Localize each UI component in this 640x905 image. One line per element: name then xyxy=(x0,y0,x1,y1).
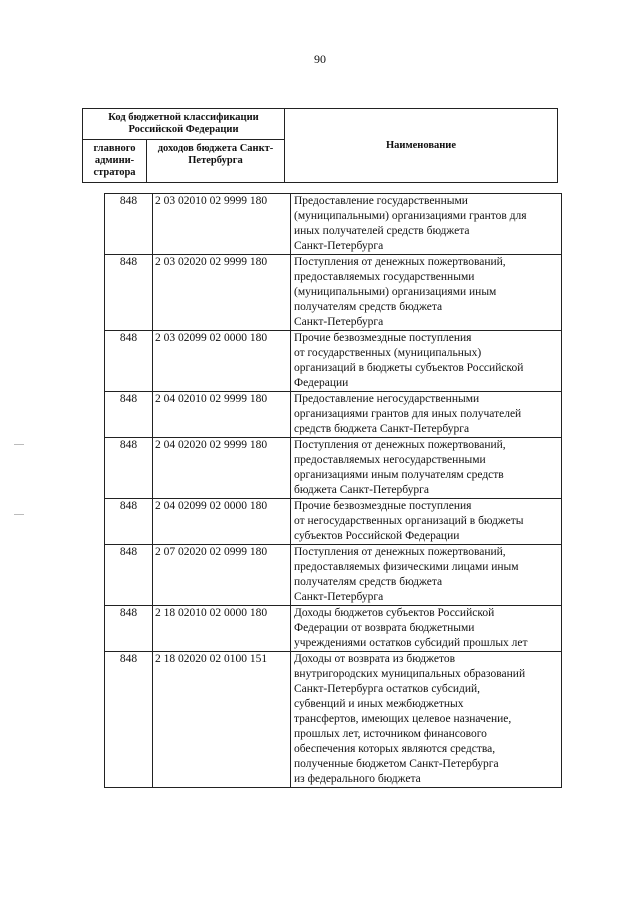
income-code-cell: 2 03 02010 02 9999 180 xyxy=(153,194,291,255)
header-admin: главного админи-стратора xyxy=(83,140,147,183)
name-line: прошлых лет, источником финансового xyxy=(294,728,487,740)
table-row xyxy=(105,255,562,331)
name-line: Предоставление государственными xyxy=(294,195,468,207)
name-line: бюджета Санкт-Петербурга xyxy=(294,484,429,496)
name-line: полученные бюджетом Санкт-Петербурга xyxy=(294,758,499,770)
name-line: (муниципальными) организациями иным xyxy=(294,286,497,298)
name-cell xyxy=(291,255,562,331)
name-cell xyxy=(291,545,562,606)
name-cell xyxy=(291,652,562,788)
income-code-cell: 2 18 02020 02 0100 151 xyxy=(153,652,291,788)
name-line: Федерации xyxy=(294,377,349,389)
name-cell xyxy=(291,194,562,255)
name-line: учреждениями остатков субсидий прошлых лет xyxy=(294,637,528,649)
income-code-cell: 2 03 02020 02 9999 180 xyxy=(153,255,291,331)
admin-code-cell: 848 xyxy=(105,545,153,606)
name-line: Доходы бюджетов субъектов Российской xyxy=(294,607,495,619)
scan-mark xyxy=(14,514,24,515)
admin-code-cell: 848 xyxy=(105,194,153,255)
name-line: от негосударственных организаций в бюджеты xyxy=(294,515,524,527)
name-line: (муниципальными) организациями грантов для xyxy=(294,210,527,222)
admin-code-cell: 848 xyxy=(105,331,153,392)
income-code-cell: 2 07 02020 02 0999 180 xyxy=(153,545,291,606)
name-line: иных получателей средств бюджета xyxy=(294,225,470,237)
table-row xyxy=(105,438,562,499)
name-line: получателям средств бюджета xyxy=(294,576,443,588)
name-line: Санкт-Петербурга xyxy=(294,316,384,328)
name-line: из федерального бюджета xyxy=(294,773,421,785)
name-line: Предоставление негосударственными xyxy=(294,393,480,405)
name-cell xyxy=(291,392,562,438)
name-line: субвенций и иных межбюджетных xyxy=(294,698,464,710)
name-line: трансфертов, имеющих целевое назначение, xyxy=(294,713,512,725)
admin-code-cell: 848 xyxy=(105,392,153,438)
table-row xyxy=(105,392,562,438)
table-row xyxy=(105,545,562,606)
scan-mark xyxy=(14,444,24,445)
admin-code-cell: 848 xyxy=(105,652,153,788)
income-code-cell: 2 04 02099 02 0000 180 xyxy=(153,499,291,545)
name-line: Санкт-Петербурга xyxy=(294,591,384,603)
table-row xyxy=(105,606,562,652)
income-code-cell: 2 04 02010 02 9999 180 xyxy=(153,392,291,438)
name-line: Поступления от денежных пожертвований, xyxy=(294,256,506,268)
name-cell xyxy=(291,331,562,392)
header-income: доходов бюджета Санкт-Петербурга xyxy=(147,140,285,183)
name-line: организаций в бюджеты субъектов Российской xyxy=(294,362,524,374)
name-cell xyxy=(291,438,562,499)
income-code-cell: 2 04 02020 02 9999 180 xyxy=(153,438,291,499)
name-cell xyxy=(291,606,562,652)
name-line: предоставляемых физическими лицами иным xyxy=(294,561,519,573)
admin-code-cell: 848 xyxy=(105,606,153,652)
name-line: получателям средств бюджета xyxy=(294,301,443,313)
income-code-cell: 2 18 02010 02 0000 180 xyxy=(153,606,291,652)
name-line: субъектов Российской Федерации xyxy=(294,530,460,542)
name-line: организациями грантов для иных получателей xyxy=(294,408,522,420)
name-line: от государственных (муниципальных) xyxy=(294,347,482,359)
table-row xyxy=(105,194,562,255)
name-line: обеспечения которых являются средства, xyxy=(294,743,496,755)
admin-code-cell: 848 xyxy=(105,255,153,331)
name-line: Прочие безвозмездные поступления xyxy=(294,332,472,344)
table-row xyxy=(105,652,562,788)
classification-table xyxy=(104,193,562,788)
page-number: 90 xyxy=(314,52,326,66)
admin-code-cell: 848 xyxy=(105,499,153,545)
table-row xyxy=(105,499,562,545)
name-line: Федерации от возврата бюджетными xyxy=(294,622,475,634)
name-line: Прочие безвозмездные поступления xyxy=(294,500,472,512)
name-line: средств бюджета Санкт-Петербурга xyxy=(294,423,470,435)
name-line: Санкт-Петербурга остатков субсидий, xyxy=(294,683,481,695)
income-code-cell: 2 03 02099 02 0000 180 xyxy=(153,331,291,392)
name-line: Поступления от денежных пожертвований, xyxy=(294,439,506,451)
admin-code-cell: 848 xyxy=(105,438,153,499)
name-line: внутригородских муниципальных образований xyxy=(294,668,526,680)
header-name: Наименование xyxy=(285,109,558,183)
name-cell xyxy=(291,499,562,545)
table-header xyxy=(82,108,558,183)
name-line: организациями иным получателям средств xyxy=(294,469,504,481)
name-line: Поступления от денежных пожертвований, xyxy=(294,546,506,558)
name-line: предоставляемых негосударственными xyxy=(294,454,486,466)
name-line: предоставляемых государственными xyxy=(294,271,475,283)
name-line: Доходы от возврата из бюджетов xyxy=(294,653,455,665)
table-row xyxy=(105,331,562,392)
header-classification: Код бюджетной классификации Российской Федерации xyxy=(83,109,285,140)
name-line: Санкт-Петербурга xyxy=(294,240,384,252)
